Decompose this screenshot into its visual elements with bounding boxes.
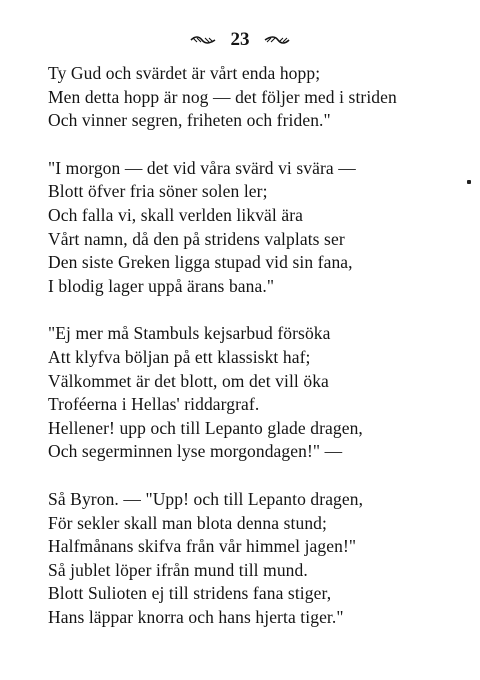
verse-line: "Ej mer må Stambuls kejsarbud försöka bbox=[48, 323, 331, 344]
stanza bbox=[48, 488, 468, 630]
poem-text bbox=[48, 62, 468, 653]
ornament-left-icon bbox=[190, 35, 216, 45]
stanza bbox=[48, 62, 468, 133]
verse-line: För sekler skall man blota denna stund; bbox=[48, 512, 327, 533]
page-number: 23 bbox=[230, 28, 250, 50]
verse-line: Den siste Greken ligga stupad vid sin fana, bbox=[48, 252, 353, 273]
verse-line: Troféerna i Hellas' riddargraf. bbox=[48, 394, 260, 415]
verse-line: Så jublet löper ifrån mund till mund. bbox=[48, 559, 308, 580]
verse-line: Välkommet är det blott, om det vill öka bbox=[48, 370, 329, 391]
stanza bbox=[48, 157, 468, 299]
verse-line: Halfmånans skifva från vår himmel jagen!" bbox=[48, 536, 357, 557]
ornament-right-icon bbox=[264, 35, 290, 45]
ink-speck bbox=[467, 180, 471, 184]
verse-line: Hellener! upp och till Lepanto glade dragen, bbox=[48, 417, 363, 438]
verse-line: Men detta hopp är nog — det följer med i striden bbox=[48, 86, 397, 107]
verse-line: Vårt namn, då den på stridens valplats ser bbox=[48, 228, 345, 249]
verse-line: Och vinner segren, friheten och friden." bbox=[48, 110, 331, 131]
stanza bbox=[48, 322, 468, 464]
verse-line: Blott Sulioten ej till stridens fana stiger, bbox=[48, 583, 332, 604]
page-header bbox=[0, 28, 480, 51]
verse-line: Så Byron. — "Upp! och till Lepanto dragen, bbox=[48, 488, 364, 509]
verse-line: I blodig lager uppå ärans bana." bbox=[48, 275, 275, 296]
verse-line: Och falla vi, skall verlden likväl ära bbox=[48, 204, 304, 225]
verse-line: Hans läppar knorra och hans hjerta tiger." bbox=[48, 606, 344, 627]
verse-line: Ty Gud och svärdet är vårt enda hopp; bbox=[48, 63, 321, 83]
verse-line: Och segerminnen lyse morgondagen!" — bbox=[48, 441, 343, 462]
verse-line: Blott öfver fria söner solen ler; bbox=[48, 181, 268, 202]
verse-line: Att klyfva böljan på ett klassiskt haf; bbox=[48, 346, 311, 367]
verse-line: "I morgon — det vid våra svärd vi svära — bbox=[48, 157, 356, 178]
